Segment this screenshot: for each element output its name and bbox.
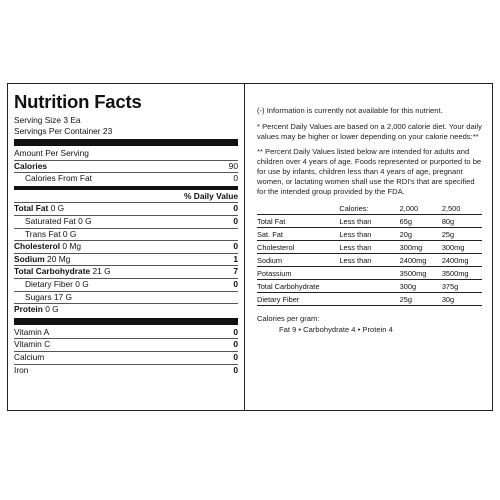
vitamin-dv: 0 (233, 364, 238, 375)
footnote-percent-dv: * Percent Daily Values are based on a 2,000 calorie diet. Your daily values may be higher or lower depending on your calorie needs:** (257, 121, 482, 141)
daily-values-table (257, 202, 482, 306)
calories-label: Calories (14, 160, 48, 171)
dv-cell: Less than (339, 242, 372, 252)
dv-cell: Sat. Fat (257, 229, 283, 239)
nutrient-label: Cholesterol (14, 241, 61, 252)
nutrient-amount: 17 G (53, 291, 73, 302)
footnote-rdi: ** Percent Daily Values listed below are intended for adults and children over 4 years of age. Foods represented or purported to be for use by infants, children less than 4 years of age, pregnant women, or lactating women shall use the RDI's that are specified for the intended group provided by the FDA. (257, 147, 482, 196)
nutrient-row-trans-fat (14, 229, 238, 242)
nutrient-label: Saturated Fat (25, 215, 76, 226)
nutrient-label: Trans Fat (25, 228, 61, 239)
nutrient-amount: 0 G (62, 228, 77, 239)
vitamin-label: Calcium (14, 351, 45, 362)
dv-table-row (257, 267, 482, 280)
dv-cell: 2400mg (441, 255, 469, 265)
nutrient-dv: 0 (233, 278, 238, 289)
nutrient-dv: 1 (233, 253, 238, 264)
calories-row (14, 161, 238, 174)
dv-cell: 30g (441, 294, 455, 304)
dv-table-row (257, 228, 482, 241)
vitamin-row-iron (14, 365, 238, 377)
nutrient-label: Sugars (25, 291, 52, 302)
amount-per-serving: Amount Per Serving (14, 148, 89, 158)
dv-cell: 300mg (441, 242, 465, 252)
dv-table-row (257, 280, 482, 293)
nutrient-dv: 0 (233, 215, 238, 226)
vitamin-row-c (14, 339, 238, 352)
nutrition-facts-panel (8, 84, 245, 410)
dv-cell: Less than (339, 216, 372, 226)
calories-fat-label: Calories From Fat (25, 173, 93, 184)
amount-per-serving-row (14, 148, 238, 161)
nutrient-dv: 0 (233, 241, 238, 252)
calories-value: 90 (228, 160, 238, 171)
dv-cell: Potassium (257, 268, 292, 278)
vitamin-row-a (14, 327, 238, 340)
nutrient-label: Protein (14, 304, 43, 315)
vitamin-dv: 0 (233, 351, 238, 362)
calories-per-gram-label: Calories per gram: (257, 314, 320, 324)
servings-per-container: Servings Per Container 23 (14, 126, 113, 136)
nutrient-dv: 0 (233, 203, 238, 214)
nutrient-row-sodium (14, 254, 238, 267)
nutrient-row-total-carbohydrate (14, 266, 238, 279)
dv-cell: 2400mg (399, 255, 427, 265)
dv-cell: 300g (399, 281, 417, 291)
nutrient-label: Dietary Fiber (25, 278, 73, 289)
vitamin-label: Vitamin C (14, 339, 51, 350)
dv-cell: Less than (339, 255, 372, 265)
divider-thick (14, 318, 238, 325)
divider-medium (14, 186, 238, 190)
dv-header-cell (257, 202, 339, 215)
nutrient-row-total-fat (14, 203, 238, 216)
dv-header-cell: 2,500 (441, 203, 461, 213)
dv-header-cell: Calories: (339, 203, 369, 213)
dv-table-row (257, 241, 482, 254)
dv-cell: Cholesterol (257, 242, 295, 252)
nutrient-label: Total Fat (14, 203, 49, 214)
dv-cell: 65g (399, 216, 412, 226)
nutrient-row-protein (14, 304, 238, 316)
vitamin-label: Vitamin A (14, 326, 50, 337)
vitamin-dv: 0 (233, 326, 238, 337)
dv-cell: Sodium (257, 255, 283, 265)
footnotes-panel (245, 84, 492, 410)
dv-cell: 80g (441, 216, 455, 226)
calories-fat-value: 0 (233, 173, 238, 184)
nutrient-row-sugars (14, 292, 238, 305)
dv-cell: Total Carbohydrate (257, 281, 320, 291)
nutrient-label: Sodium (14, 253, 45, 264)
nutrient-label: Total Carbohydrate (14, 266, 91, 277)
nutrient-row-cholesterol (14, 241, 238, 254)
dv-cell: Less than (339, 229, 372, 239)
nutrient-row-dietary-fiber (14, 279, 238, 292)
dv-cell: Dietary Fiber (257, 294, 300, 304)
nutrient-amount: 0 G (45, 304, 59, 315)
dv-cell (339, 280, 399, 293)
dv-cell: 3500mg (441, 268, 469, 278)
vitamin-dv: 0 (233, 339, 238, 350)
dv-header-cell: 2,000 (399, 203, 419, 213)
nutrient-amount: 0 G (78, 215, 92, 226)
calories-per-gram-values: Fat 9 • Carbohydrate 4 • Protein 4 (279, 325, 393, 335)
nutrient-amount: 0 G (50, 203, 65, 214)
nutrient-dv: 7 (233, 266, 238, 277)
nutrition-title: Nutrition Facts (14, 91, 142, 112)
dv-table-header (257, 202, 482, 215)
dv-cell: 375g (441, 281, 459, 291)
dv-cell (339, 293, 399, 306)
nutrient-amount: 20 Mg (47, 253, 71, 264)
nutrient-amount: 21 G (92, 266, 111, 277)
dv-cell: 3500mg (399, 268, 427, 278)
daily-value-header: % Daily Value (14, 191, 238, 204)
nutrient-row-saturated-fat (14, 216, 238, 229)
calories-fat-row (14, 173, 238, 185)
divider-thick (14, 139, 238, 146)
dv-table-row (257, 293, 482, 306)
footnote-unavailable: (-) Information is currently not available for this nutrient. (257, 106, 443, 115)
vitamin-row-calcium (14, 352, 238, 365)
nutrient-amount: 0 Mg (62, 241, 82, 252)
dv-cell: 300mg (399, 242, 423, 252)
dv-table-row (257, 254, 482, 267)
vitamin-label: Iron (14, 364, 29, 375)
dv-cell: 20g (399, 229, 412, 239)
nutrient-amount: 0 G (75, 278, 89, 289)
nutrition-label (7, 83, 493, 411)
dv-cell (339, 267, 399, 280)
dv-cell: 25g (441, 229, 455, 239)
dv-table-row (257, 215, 482, 228)
dv-cell: 25g (399, 294, 412, 304)
serving-size: Serving Size 3 Ea (14, 115, 81, 125)
dv-cell: Total Fat (257, 216, 286, 226)
